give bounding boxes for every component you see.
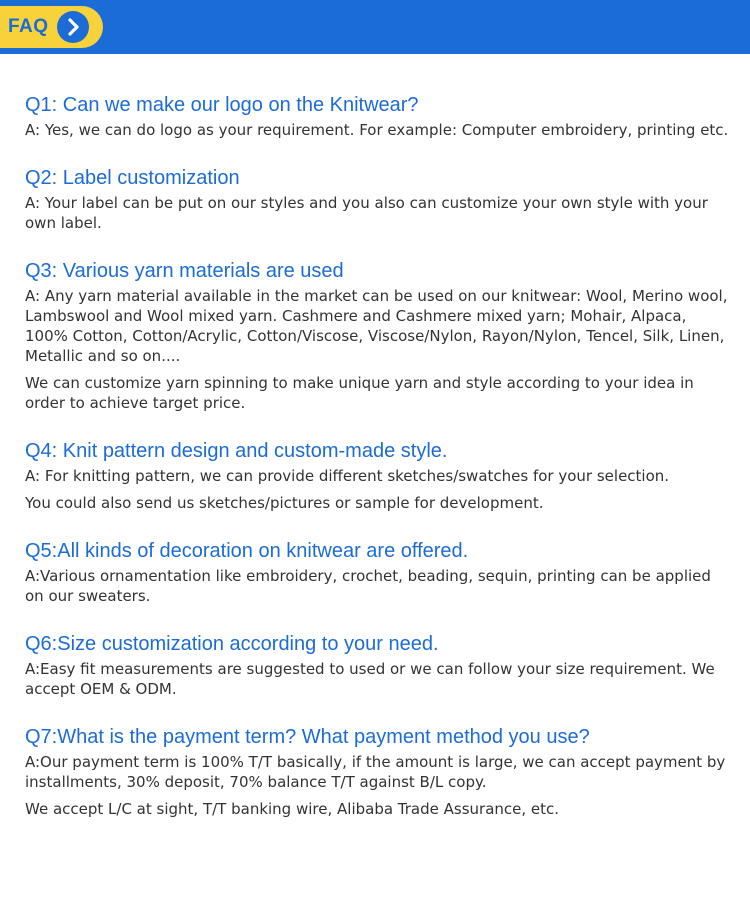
faq-question: Q4: Knit pattern design and custom-made style. xyxy=(25,440,448,462)
faq-answer: A: Your label can be put on our styles and you also can customize your own style with your own label. xyxy=(25,194,708,232)
faq-item-q1 xyxy=(25,90,730,140)
faq-question: Q3: Various yarn materials are used xyxy=(25,260,344,282)
faq-item-q4 xyxy=(25,436,730,513)
faq-question: Q7:What is the payment term? What payment method you use? xyxy=(25,726,590,748)
faq-header-bar xyxy=(0,0,750,54)
faq-item-q3 xyxy=(25,256,730,413)
chevron-right-icon xyxy=(57,11,89,43)
faq-answer: A:Our payment term is 100% T/T basically, if the amount is large, we can accept payment by installments, 30% deposit, 70% balance T/T against B/L copy. xyxy=(25,753,726,791)
faq-answer: We accept L/C at sight, T/T banking wire, Alibaba Trade Assurance, etc. xyxy=(25,800,560,818)
faq-answer: A:Easy fit measurements are suggested to used or we can follow your size requirement. We accept OEM & ODM. xyxy=(25,660,715,698)
faq-item-q2 xyxy=(25,163,730,233)
faq-item-q6 xyxy=(25,629,730,699)
faq-answer: A:Various ornamentation like embroidery, crochet, beading, sequin, printing can be applied on our sweaters. xyxy=(25,567,711,605)
faq-answer: A: Yes, we can do logo as your requirement. For example: Computer embroidery, printing etc. xyxy=(25,121,729,139)
faq-answer: You could also send us sketches/pictures or sample for development. xyxy=(25,494,544,512)
faq-question: Q6:Size customization according to your need. xyxy=(25,633,439,655)
faq-item-q7 xyxy=(25,722,730,819)
faq-item-q5 xyxy=(25,536,730,606)
faq-question: Q1: Can we make our logo on the Knitwear? xyxy=(25,94,419,116)
faq-question: Q5:All kinds of decoration on knitwear are offered. xyxy=(25,540,469,562)
faq-tab xyxy=(0,6,103,48)
faq-question: Q2: Label customization xyxy=(25,167,240,189)
faq-answer: A: Any yarn material available in the market can be used on our knitwear: Wool, Merino wool, Lambswool and Wool mixed yarn. Cashmere and Cashmere mixed yarn; Mohair, Alpaca, 100% Cotton, Cotton/Acrylic, Cotton/Viscose, Viscose/Nylon, Rayon/Nylon, Tencel, Silk, Linen, Metallic and so on.... xyxy=(25,287,728,365)
faq-answer: A: For knitting pattern, we can provide different sketches/swatches for your selection. xyxy=(25,467,670,485)
faq-tab-label: FAQ xyxy=(8,16,49,37)
faq-list xyxy=(25,90,730,842)
faq-answer: We can customize yarn spinning to make unique yarn and style according to your idea in order to achieve target price. xyxy=(25,374,694,412)
